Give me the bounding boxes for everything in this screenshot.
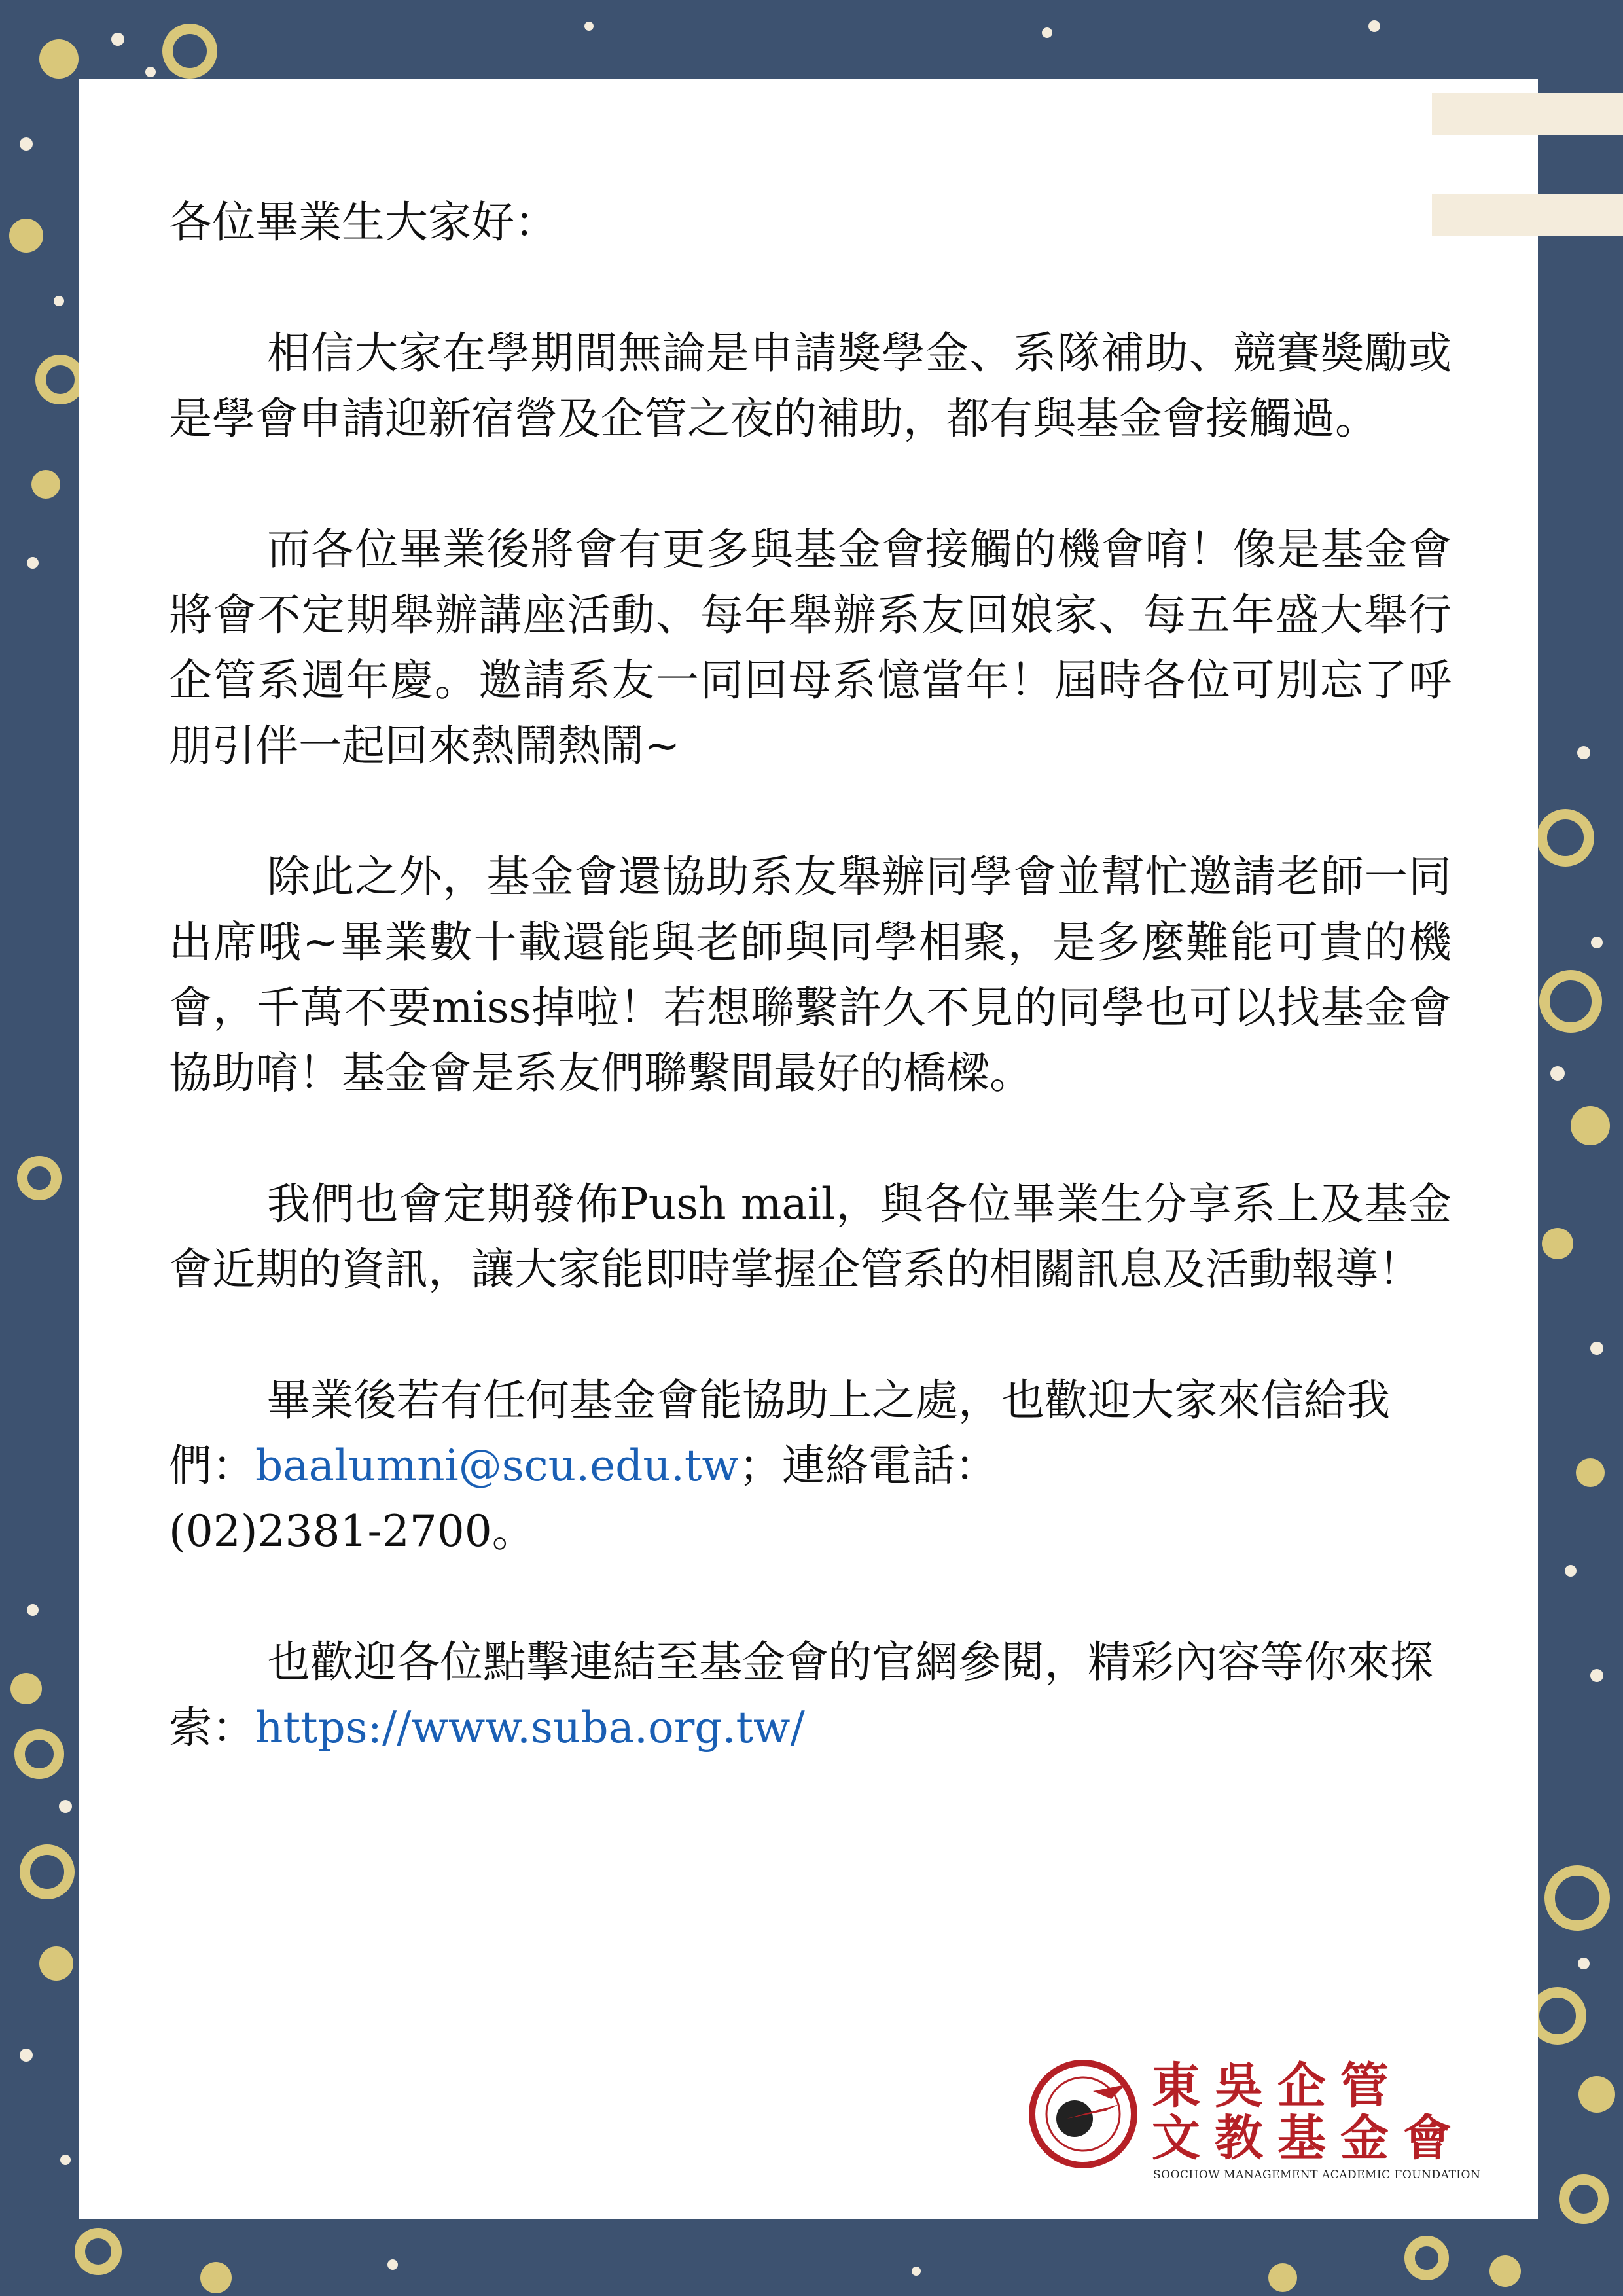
logo-english-name: SOOCHOW MANAGEMENT ACADEMIC FOUNDATION — [1153, 2168, 1481, 2181]
paragraph-1: 相信大家在學期間無論是申請獎學金、系隊補助、競賽獎勵或是學會申請迎新宿營及企管之夜的補助，都有與基金會接觸過。 — [169, 328, 1452, 444]
paragraph-5 — [169, 1368, 1452, 1564]
paragraph-3: 除此之外，基金會還協助系友舉辦同學會並幫忙邀請老師一同出席哦~畢業數十載還能與老師與同學相聚，是多麼難能可貴的機會，千萬不要miss掉啦！若想聯繫許久不見的同學也可以找基金會協助唷！基金會是系友們聯繫間最好的橋樑。 — [169, 852, 1452, 1098]
paragraph-2: 而各位畢業後將會有更多與基金會接觸的機會唷！像是基金會將會不定期舉辦講座活動、每年舉辦系友回娘家、每五年盛大舉行企管系週年慶。邀請系友一同回母系憶當年！屆時各位可別忘了呼朋引伴一起回來熱鬧熱鬧~ — [169, 524, 1452, 771]
paragraph-6-text: 也歡迎各位點擊連結至基金會的官網參閱，精彩內容等你來探索： — [169, 1637, 1433, 1753]
greeting: 各位畢業生大家好： — [169, 197, 558, 247]
paragraph-4: 我們也會定期發佈Push mail，與各位畢業生分享系上及基金會近期的資訊，讓大家能即時掌握企管系的相關訊息及活動報導！ — [169, 1179, 1452, 1295]
decorative-tape-bottom — [1432, 194, 1623, 236]
letter-body — [169, 190, 1452, 1761]
foundation-emblem-icon — [1027, 2058, 1139, 2170]
decorative-tape-top — [1432, 93, 1623, 135]
email-link[interactable]: baalumni@scu.edu.tw — [255, 1441, 739, 1491]
logo-title-line-2: 文教基金會 — [1152, 2110, 1466, 2166]
paragraph-5-phone-label: ；連絡電話： — [738, 1441, 998, 1491]
website-link[interactable]: https://www.suba.org.tw/ — [255, 1702, 805, 1753]
paragraph-5-text: 畢業後若有任何基金會能協助上之處，也歡迎大家來信給我們： — [169, 1375, 1390, 1491]
paragraph-6 — [169, 1630, 1452, 1761]
phone-number: (02)2381-2700。 — [169, 1506, 535, 1556]
foundation-logo — [1027, 2052, 1481, 2183]
logo-title-line-1: 東吳企管 — [1152, 2058, 1403, 2114]
